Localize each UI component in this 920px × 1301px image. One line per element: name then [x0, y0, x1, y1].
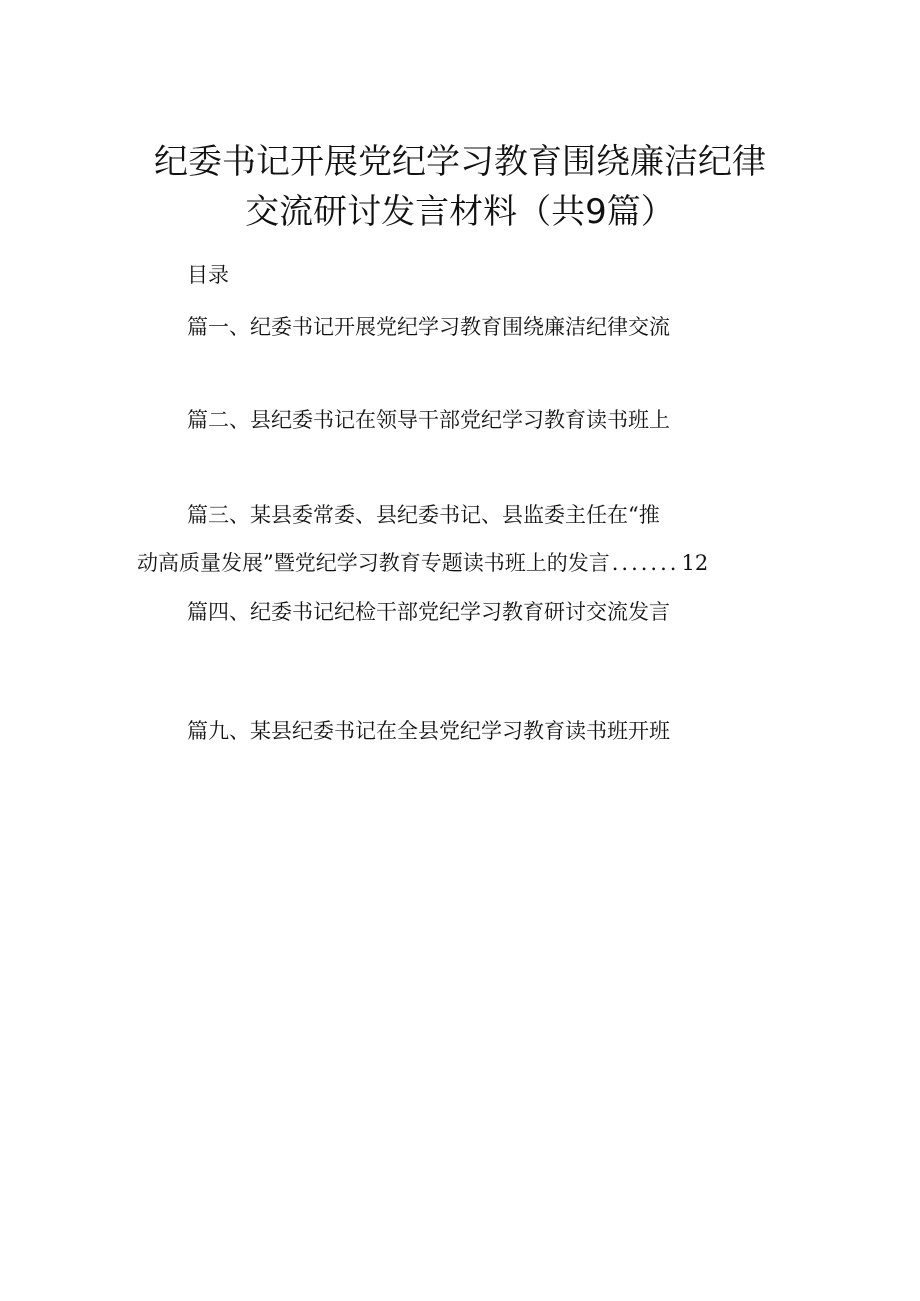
toc-leader-dots: .......: [611, 551, 680, 575]
toc-heading: 目录: [187, 263, 229, 287]
toc-entry-3-text: 动高质量发展”暨党纪学习教育专题读书班上的发言: [137, 551, 610, 575]
toc-page-number: 12: [681, 551, 709, 575]
toc-entry-1[interactable]: 篇一、纪委书记开展党纪学习教育围绕廉洁纪律交流: [187, 315, 670, 339]
toc-entry-3-line-2[interactable]: [137, 548, 708, 578]
document-title-line-2: 交流研讨发言材料（共9篇）: [245, 192, 675, 232]
toc-entry-2[interactable]: 篇二、县纪委书记在领导干部党纪学习教育读书班上: [187, 408, 670, 432]
toc-entry-3-line-1[interactable]: 篇三、某县委常委、县纪委书记、县监委主任在“推: [187, 503, 660, 527]
toc-entry-9[interactable]: 篇九、某县纪委书记在全县党纪学习教育读书班开班: [187, 719, 670, 743]
document-title-line-1: 纪委书记开展党纪学习教育围绕廉洁纪律: [154, 142, 766, 182]
toc-entry-4[interactable]: 篇四、纪委书记纪检干部党纪学习教育研讨交流发言: [187, 600, 670, 624]
